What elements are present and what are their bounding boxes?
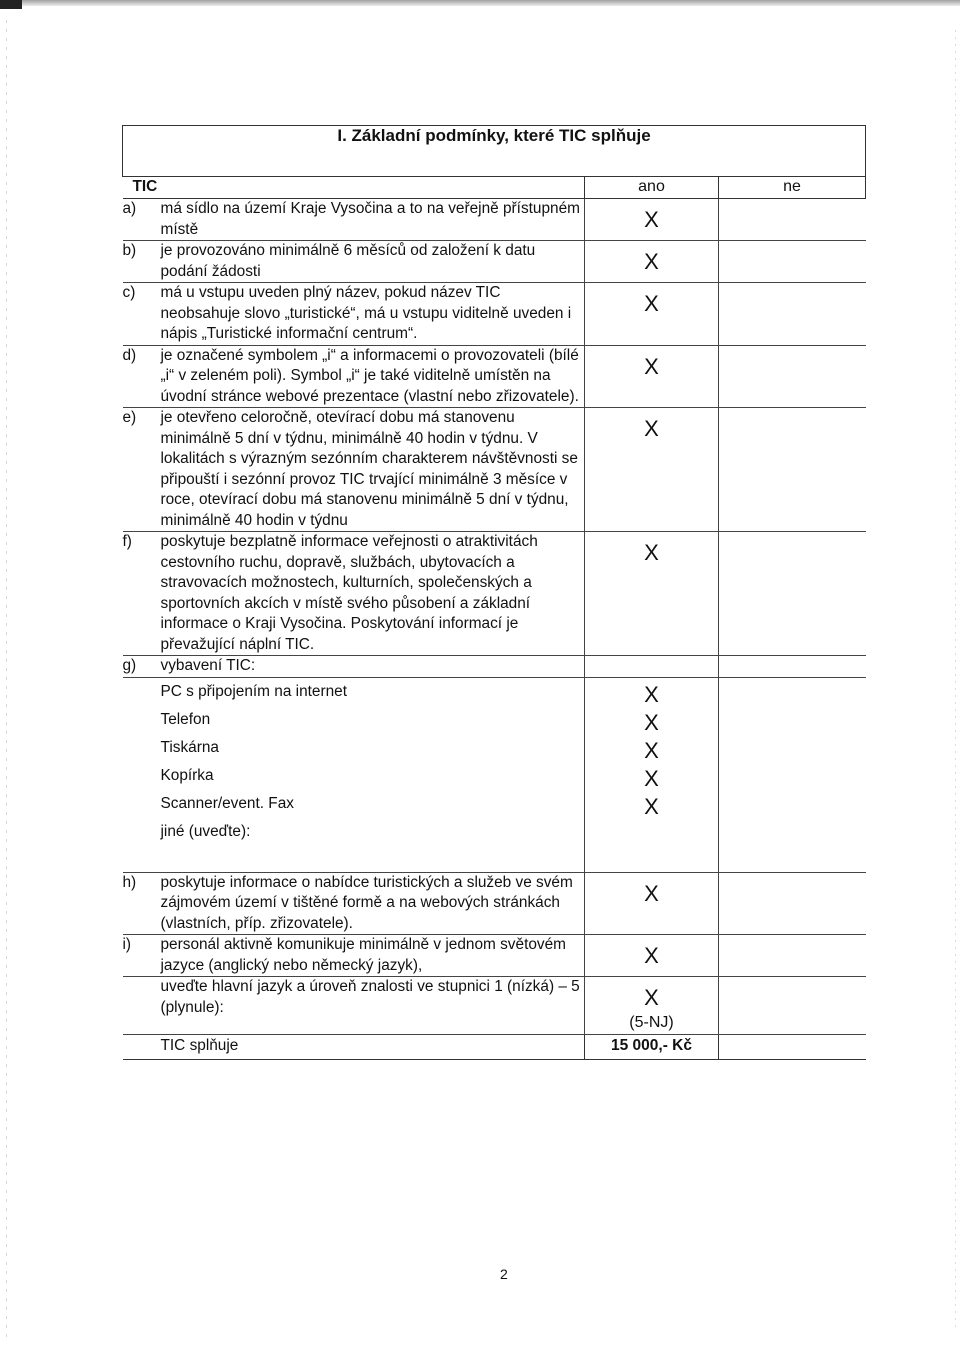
yes-mark: X [644,709,659,735]
title-row [123,126,866,177]
criterion-text: personál aktivně komunikuje minimálně v jednom světovém jazyce (anglický nebo německý jazyk), [161,935,585,977]
equipment-item: Kopírka [160,766,214,784]
no-cell [719,199,866,241]
criterion-text: má u vstupu uveden plný název, pokud název TIC neobsahuje slovo „turistické“, má u vstupu viditelně uveden i nápis „Turistické informační centrum“. [161,283,585,346]
yes-mark: X [644,416,659,441]
no-cell [719,532,866,656]
criterion-row [123,199,866,241]
header-row [123,177,866,199]
yes-mark: X [644,207,659,232]
criterion-letter: g) [123,656,161,678]
page-title: I. Základní podmínky, které TIC splňuje [123,126,866,177]
criterion-letter: f) [123,532,161,656]
equipment-item: Telefon [160,710,211,728]
language-level: (5-NJ) [629,1014,674,1031]
criterion-letter: h) [123,872,161,935]
criterion-text: poskytuje bezplatně informace veřejnosti o atraktivitách cestovního ruchu, dopravě, službách, ubytovacích a stravovacích možnostech, kulturních, společenských a sportovních akcích v místě svého působení a základní informace o Kraji Vysočina. Poskytování informací je převažující náplní TIC. [161,532,585,656]
scan-edge-left [6,20,7,1340]
no-cell [719,1034,866,1059]
scan-mark [0,0,22,9]
header-yes: ano [585,177,719,199]
page-number: 2 [500,1266,508,1282]
criterion-text: je otevřeno celoročně, otevírací dobu má stanovenu minimálně 5 dní v týdnu, minimálně 40 hodin v týdnu. V lokalitách s výrazným sezónním charakterem návštěvnosti se připouští i sezónní provoz TIC trvající minimálně 3 měsíce v roce, otevírací dobu má stanovenu minimálně 5 dní v týdnu, minimálně 40 hodin v týdnu [161,408,585,532]
criterion-row [123,345,866,408]
yes-mark: X [644,765,659,791]
scan-edge-top [0,0,960,6]
yes-mark: X [644,737,659,763]
header-subject: TIC [123,177,585,199]
no-cell [719,656,866,678]
criterion-text: poskytuje informace o nabídce turistických a služeb ve svém zájmovém území v tištěné formě a na webových stránkách (vlastních, příp. zřizovatele). [161,872,585,935]
yes-mark: X [644,985,659,1010]
yes-mark: X [644,249,659,274]
equipment-spacer-row [123,844,866,873]
yes-mark: X [644,793,659,819]
criterion-row [123,241,866,283]
equipment-row [123,734,866,762]
equipment-row [123,677,866,706]
no-cell [719,790,866,818]
criterion-row [123,935,866,977]
yes-mark: X [644,943,659,968]
scan-edge-right [955,30,956,1330]
equipment-header-row [123,656,866,678]
criterion-row [123,408,866,532]
no-cell [719,935,866,977]
yes-mark: X [644,353,659,379]
no-cell [719,677,866,706]
yes-mark: X [644,681,659,707]
no-cell [719,408,866,532]
no-cell [719,872,866,935]
no-cell [719,283,866,346]
no-cell [719,818,866,844]
criterion-letter: d) [123,345,161,408]
yes-cell [585,656,719,678]
no-cell [719,977,866,1035]
total-row [123,1034,866,1059]
equipment-row [123,706,866,734]
equipment-row [123,762,866,790]
criteria-table [122,125,866,1060]
criterion-letter: b) [123,241,161,283]
equipment-label: vybavení TIC: [161,656,585,678]
equipment-item: Scanner/event. Fax [160,794,294,812]
header-no: ne [719,177,866,199]
yes-mark: X [644,540,659,565]
no-cell [719,734,866,762]
criteria-document [122,125,865,1060]
criterion-row [123,283,866,346]
yes-mark: X [644,291,659,316]
no-cell [719,241,866,283]
criterion-row [123,872,866,935]
yes-mark: X [644,880,659,906]
total-amount: 15 000,- Kč [585,1034,719,1059]
equipment-row [123,818,866,844]
criterion-letter: i) [123,935,161,977]
no-cell [719,762,866,790]
criterion-letter: a) [123,199,161,241]
criterion-text: je označené symbolem „i“ a informacemi o provozovateli (bílé „i“ v zeleném poli). Symbol „i“ je také viditelně umístěn na úvodní stránce webové prezentace (vlastní nebo zřizovatele). [161,345,585,408]
no-cell [719,345,866,408]
no-cell [719,706,866,734]
equipment-item: jiné (uveďte): [160,822,251,840]
criterion-row [123,532,866,656]
criterion-letter: c) [123,283,161,346]
equipment-item: Tiskárna [160,738,219,756]
criterion-text: má sídlo na území Kraje Vysočina a to na veřejně přístupném místě [161,199,585,241]
language-text: uveďte hlavní jazyk a úroveň znalosti ve stupnici 1 (nízká) – 5 (plynule): [161,977,585,1035]
total-label: TIC splňuje [161,1034,585,1059]
equipment-row [123,790,866,818]
criterion-text: je provozováno minimálně 6 měsíců od založení k datu podání žádosti [161,241,585,283]
equipment-item: PC s připojením na internet [160,682,347,700]
criterion-letter: e) [123,408,161,532]
language-row [123,977,866,1035]
